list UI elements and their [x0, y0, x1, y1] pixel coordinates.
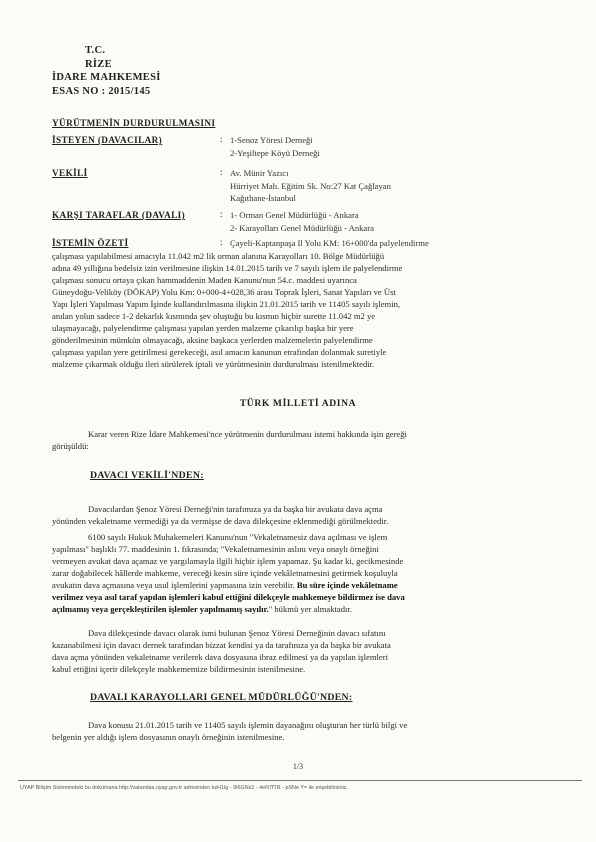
colon: : — [220, 209, 223, 219]
isteyen-label: İSTEYEN (DAVACILAR) — [52, 135, 163, 145]
davaci-line: yönünden vekaletname vermediği ya da vermişse de dava dilekçesine eklenmediği görülmektedir. — [52, 516, 389, 526]
davaci-paragraph-3 — [52, 627, 528, 675]
vekil-2: Hürriyet Mah. Eğitim Sk. No:27 Kat Çağlayan — [230, 181, 391, 191]
ozet-first-line: Çayeli-Kaptanpaşa Il Yolu KM: 16+000'da palyelendirme — [230, 238, 429, 248]
davali-line: Dava konusu 21.01.2015 tarih ve 11405 sayılı işlemin dayanağını oluşturan her türlü bilgi ve — [88, 720, 408, 730]
uyap-footer: UYAP Bilişim Sistemindeki bu dokümana http://vatandas.uyap.gov.tr adresinden kzH1lg - 9I6GNs2 - 4eN7fTR - pSNe Y= ile erişebilirsiniz. — [20, 785, 348, 791]
davaci-text: " hükmü yer almaktadır. — [268, 604, 352, 614]
karsi-1: 1- Orman Genel Müdürlüğü - Ankara — [230, 210, 359, 220]
header-city: RİZE — [85, 58, 112, 70]
bold-clause: Bu süre içinde vekâletname — [296, 580, 398, 590]
bold-clause: verilmez veya asıl taraf yapılan işlemleri kabul ettiğini dilekçeyle mahkemeye bildirmez ise dava — [52, 592, 405, 602]
davaci-line: dava açma yönünden vekaletname verilerek dava dosyasına ibraz edilmesi ya da yapılan işlemleri — [52, 652, 388, 662]
summary-line: ulaşmayacağı, palyelendirme çalışması yapılan yerden malzeme çıkarılıp başka bir yere — [52, 323, 354, 333]
davaci-line: Davacılardan Şenoz Yöresi Derneği'nin tarafımıza ya da başka bir avukata dava açma — [88, 504, 383, 514]
section-davaci: DAVACI VEKİLİ'NDEN: — [90, 470, 204, 481]
nation-title: TÜRK MİLLETİ ADINA — [239, 398, 357, 409]
davaci-line: zarar doğabilecek hâllerde mahkeme, vereceği kesin süre içinde vekâletnamesini getirmek koşuluyla — [52, 568, 398, 578]
header-tc: T.C. — [85, 45, 106, 56]
footer-divider — [18, 780, 582, 781]
colon: : — [220, 167, 223, 177]
davaci-line — [52, 591, 528, 603]
decision-line: Karar veren Rize İdare Mahkemesi'nce yürütmenin durdurulması istemi hakkında işin gereği — [88, 429, 407, 439]
summary-line: Yapı İşleri Yapılması Yapım İşinde kullandırılmasına ilişkin 21.01.2015 tarih ve 11405 sayılı işlemin, — [52, 299, 401, 309]
davaci-line: Dava dilekçesinde davacı olarak ismi bulunan Şenoz Yöresi Derneğinin davacı sıfatını — [88, 628, 386, 638]
vekil-3: Kağıthane-İstanbul — [230, 193, 296, 203]
isteyen-1: 1-Senoz Yöresi Derneği — [230, 135, 313, 145]
summary-line: çalışması yapılan yere getirilmesi gerekeceği, asıl amacın kanunun etrafından dolanmak suretiyle — [52, 347, 387, 357]
davaci-paragraph-1 — [52, 503, 528, 527]
davaci-line — [52, 579, 528, 591]
karsi-label: KARŞI TARAFLAR (DAVALI) — [52, 210, 186, 220]
vekil-1: Av. Münir Yazıcı — [230, 168, 289, 178]
page-number: 1/3 — [292, 762, 304, 771]
davaci-line: kabul ettiğini içerir dilekçeyle mahkememize bildirmesinin istenilmesine. — [52, 664, 306, 674]
decision-line: görüşüldü: — [52, 441, 89, 451]
summary-line: çalışması sonucu ortaya çıkan hammaddenin Maden Kanunu'nun 54.c. maddesi uyarınca — [52, 275, 357, 285]
davaci-line: vermeyen avukat dava açamaz ve yargılamayla ilgili hiçbir işlem yapamaz. Şu kadar ki, gecikmesinde — [52, 556, 404, 566]
summary-paragraph — [52, 250, 528, 370]
header-esas: ESAS NO : 2015/145 — [52, 85, 151, 97]
bold-clause: açılmamış veya gerçekleştirilen işlemler yapılmamış sayılır. — [52, 604, 269, 614]
davaci-line — [52, 603, 528, 615]
davaci-line: yapılması" başlıklı 77. maddesinin 1. fıkrasında; "Vekaletnamesinin aslını veya onaylı örneğini — [52, 544, 379, 554]
summary-line: adına 49 yıllığına bedelsiz izin verilmesine ilişkin 14.01.2015 tarih ve 7 sayılı işlem ile palyelendirme — [52, 263, 403, 273]
colon: : — [220, 134, 223, 144]
davaci-line: kazanabilmesi için davacı dernek tarafından bizzat kendisi ya da tarafınıza ya da başka bir avukata — [52, 640, 391, 650]
heading-durdurma: YÜRÜTMENİN DURDURULMASINI — [52, 118, 216, 128]
davaci-paragraph-2 — [52, 531, 528, 615]
isteyen-2: 2-Yeşiltepe Köyü Derneği — [230, 148, 320, 158]
davaci-text: avukatın dava açmasına veya usul işlemlerini yapmasına izin verebilir. — [52, 580, 295, 590]
davaci-line: 6100 sayılı Hukuk Muhakemeleri Kanunu'nun "Vekaletnamesiz dava açılması ve işlem — [88, 532, 388, 542]
summary-line: Güneydoğu-Veliköy (DÖKAP) Yolu Km: 0+000-4+028,36 arası Toprak İşleri, Sanat Yapıları ve Üst — [52, 287, 396, 297]
colon: : — [220, 237, 223, 247]
court-header — [52, 44, 161, 98]
summary-line: anılan yolun sadece 1-2 dekarlık kısmında şev oluştuğu bu kısmın hiçbir surette 11.042 m2 ye — [52, 311, 376, 321]
davali-line: belgenin yer aldığı işlem dosyasının onaylı örneğinin istenilmesine. — [52, 732, 285, 742]
summary-line: çalışması yapılabilmesi amacıyla 11.042 m2 lik orman alanına Karayolları 10. Bölge Müdürlüğü — [52, 251, 385, 261]
summary-line: malzeme çıkarmak olduğu ileri sürülerek iptali ve yürütmesinin durdurulması istenilmektedir. — [52, 359, 375, 369]
davali-paragraph — [52, 719, 528, 743]
vekil-label: VEKİLİ — [52, 168, 88, 178]
summary-line: gönderilmesinin mümkün olmayacağı, aksine başkaca yerlerden malzemelerin palyelendirme — [52, 335, 373, 345]
header-court: İDARE MAHKEMESİ — [52, 72, 161, 83]
section-davali: DAVALI KARAYOLLARI GENEL MÜDÜRLÜĞÜ'NDEN: — [90, 692, 353, 703]
ozet-label: İSTEMİN ÖZETİ — [52, 238, 129, 248]
decision-paragraph — [52, 428, 528, 452]
karsi-2: 2- Karayolları Genel Müdürlüğü - Ankara — [230, 223, 374, 233]
